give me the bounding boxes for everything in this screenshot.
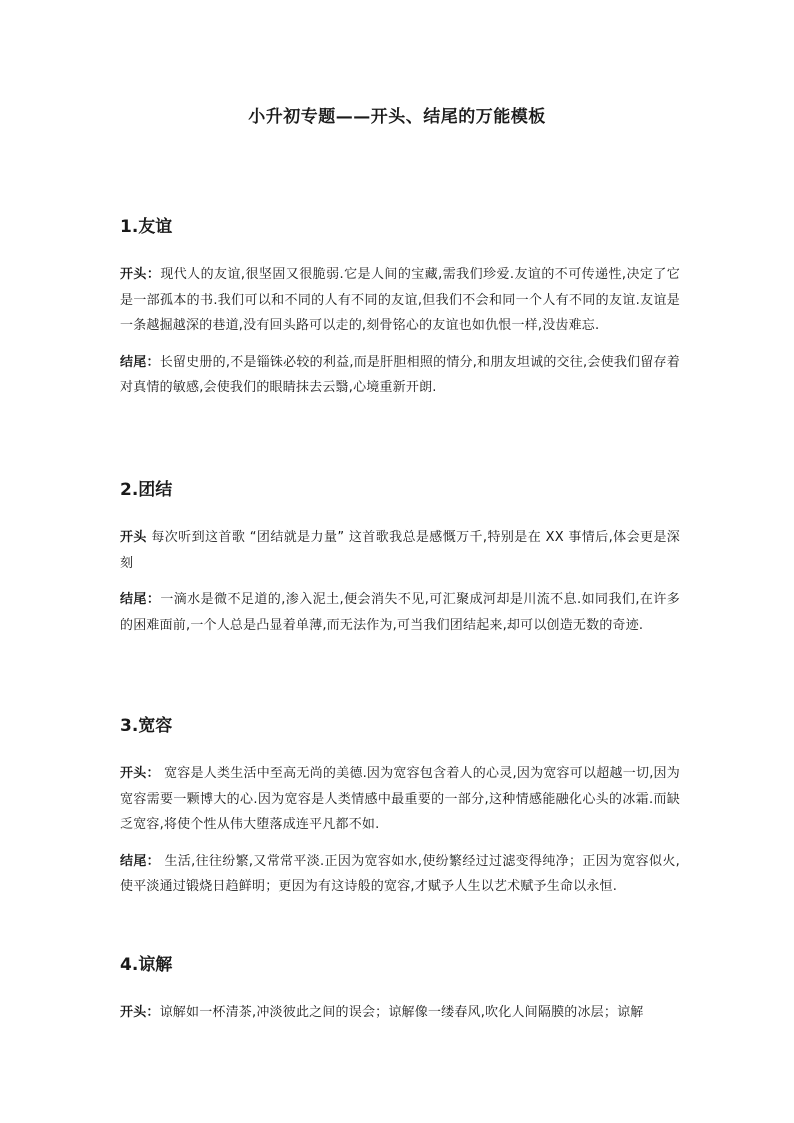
closing-label: 结尾： — [120, 592, 161, 607]
closing-label: 结尾： — [120, 354, 160, 370]
section-tolerance — [120, 713, 680, 900]
opening-text: 宽容是人类生活中至高无尚的美德.因为宽容包含着人的心灵,因为宽容可以超越一切,因为宽容需要一颗博大的心.因为宽容是人类情感中最重要的一部分,这种情感能融化心头的冰霜.而缺乏宽容,将使个性从伟大堕落成连平凡都不如. — [120, 766, 680, 832]
section-unity — [120, 477, 680, 638]
closing-text: 生活,往往纷繁,又常常平淡.正因为宽容如水,使纷繁经过过滤变得纯净；正因为宽容似火,使平淡通过锻烧日趋鲜明；更因为有这诗般的宽容,才赋予人生以艺术赋予生命以永恒. — [120, 853, 680, 894]
section-friendship — [120, 214, 680, 401]
opening-text: 现代人的友谊,很坚固又很脆弱.它是人间的宝藏,需我们珍爱.友谊的不可传递性,决定了它是一部孤本的书.我们可以和不同的人有不同的友谊,但我们不会和同一个人有不同的友谊.友谊是一条越掘越深的巷道,没有回头路可以走的,刻骨铭心的友谊也如仇恨一样,没齿难忘. — [120, 267, 680, 333]
section-heading: 4.谅解 — [120, 955, 173, 975]
closing-paragraph — [120, 587, 680, 638]
section-heading: 3.宽容 — [120, 716, 173, 736]
opening-text: 每次听到这首歌 “团结就是力量” 这首歌我总是感慨万千,特别是在 XX 事情后,体会更是深刻 — [120, 530, 680, 571]
opening-paragraph — [120, 262, 680, 339]
closing-text: 长留史册的,不是锱铢必较的利益,而是肝胆相照的情分,和朋友坦诚的交往,会使我们留存着对真情的敏感,会使我们的眼睛抹去云翳,心境重新开朗. — [120, 354, 680, 395]
closing-paragraph — [120, 849, 680, 900]
section-heading: 2.团结 — [120, 480, 173, 500]
closing-paragraph — [120, 350, 680, 401]
opening-label: 开头： — [120, 766, 160, 781]
closing-text: 一滴水是微不足道的,渗入泥土,便会消失不见,可汇聚成河却是川流不息.如同我们,在许多的困难面前,一个人总是凸显着单薄,而无法作为,可当我们团结起来,却可以创造无数的奇迹. — [120, 592, 680, 633]
opening-label: 开头 — [120, 530, 147, 545]
opening-label: 开头： — [120, 1005, 160, 1020]
opening-paragraph — [120, 525, 680, 576]
section-heading: 1.友谊 — [120, 217, 173, 237]
section-understanding — [120, 952, 680, 1026]
document-title: 小升初专题——开头、结尾的万能模板 — [248, 107, 546, 127]
closing-label: 结尾： — [120, 853, 160, 869]
opening-label: 开头： — [120, 267, 161, 282]
opening-paragraph — [120, 761, 680, 838]
opening-paragraph — [120, 1000, 680, 1026]
opening-text: 谅解如一杯清茶,冲淡彼此之间的误会；谅解像一缕春风,吹化人间隔膜的冰层；谅解 — [159, 1005, 644, 1020]
